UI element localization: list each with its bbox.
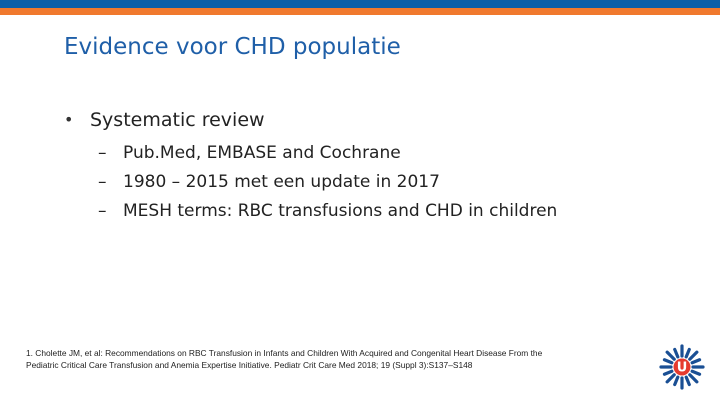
logo-ray (667, 375, 674, 382)
bullet-list (64, 107, 557, 226)
footnote-line: Pediatric Critical Care Transfusion and Anemia Expertise Initiative. Pediatr Crit Care Med 2018; 19 (Suppl 3):S137–S148 (26, 360, 473, 370)
sub-bullet-list (64, 139, 557, 226)
header-orange-bar (0, 8, 720, 15)
sub-bullet-text: MESH terms: RBC transfusions and CHD in children (123, 201, 558, 221)
sub-bullet-item (98, 139, 557, 168)
sub-bullet-text: 1980 – 2015 met een update in 2017 (123, 172, 440, 192)
bullet-item (64, 107, 557, 133)
logo-ray (690, 375, 697, 382)
logo-ray (686, 377, 689, 384)
logo-ray (692, 371, 699, 374)
logo-ray (686, 349, 689, 356)
bullet-marker: • (64, 110, 74, 129)
sub-bullet-marker: – (98, 201, 107, 221)
sub-bullet-text: Pub.Med, EMBASE and Cochrane (123, 143, 401, 163)
logo-ray (664, 371, 671, 374)
sub-bullet-marker: – (98, 172, 107, 192)
sub-bullet-item (98, 197, 557, 226)
logo-ray (690, 352, 697, 359)
slide-title: Evidence voor CHD populatie (64, 34, 401, 60)
footnote-line: 1. Cholette JM, et al: Recommendations on RBC Transfusion in Infants and Children With Acquired and Congenital Heart Disease From the (26, 348, 543, 358)
logo-ray (664, 360, 671, 363)
logo-ray (667, 352, 674, 359)
sub-bullet-marker: – (98, 143, 107, 163)
logo-ray (675, 349, 678, 356)
header-blue-bar (0, 0, 720, 8)
university-sun-logo-icon (659, 344, 705, 390)
logo-ray (692, 360, 699, 363)
bullet-text: Systematic review (90, 109, 265, 131)
logo-ray (675, 377, 678, 384)
reference-footnote (26, 347, 666, 371)
logo-letter: U (676, 360, 688, 376)
sub-bullet-item (98, 168, 557, 197)
